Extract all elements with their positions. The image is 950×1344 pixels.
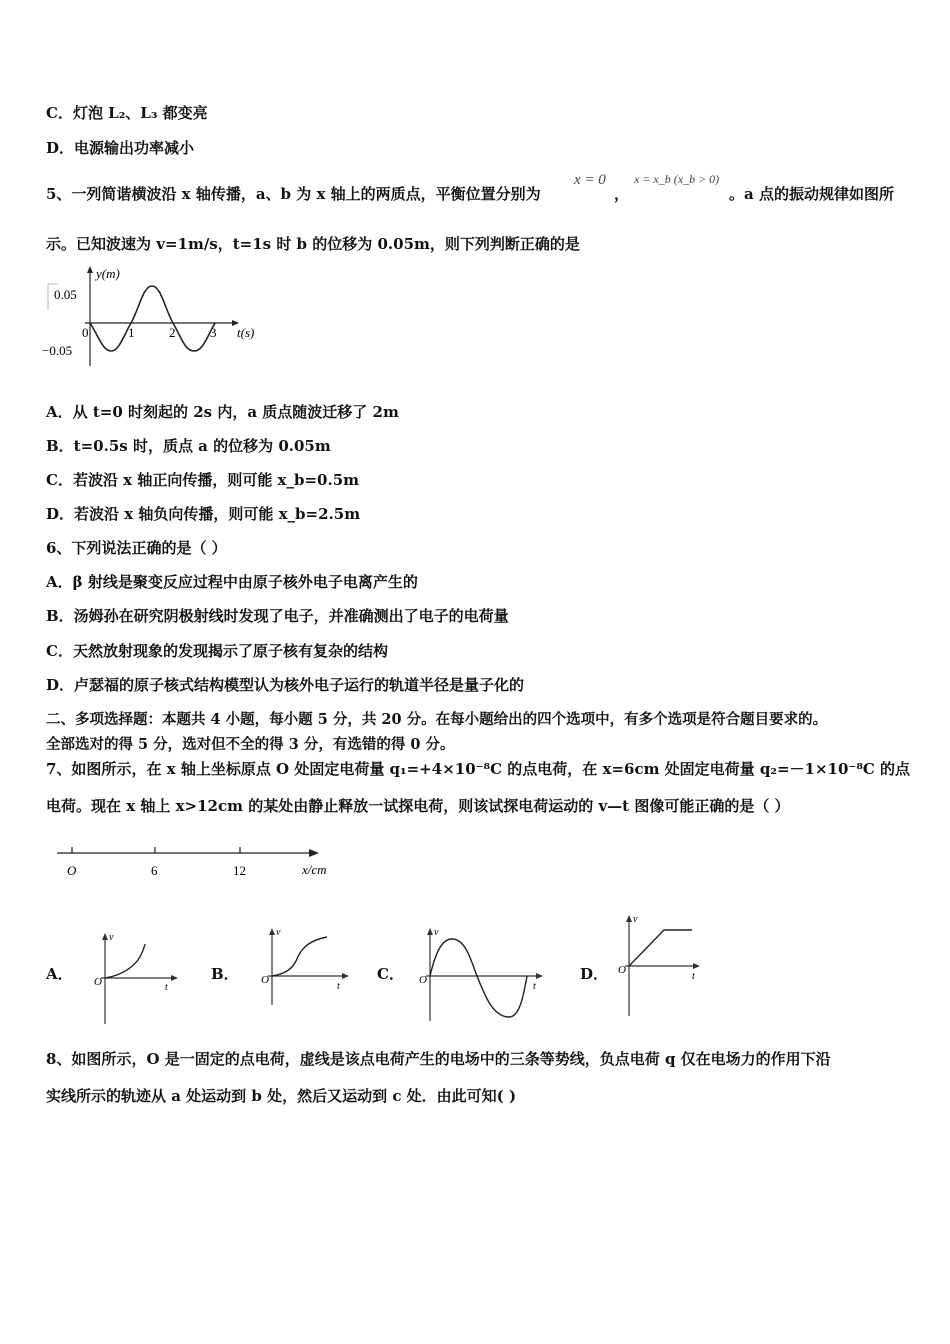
section2-heading-line1: 二、多项选择题：本题共 4 小题，每小题 5 分，共 20 分。在每小题给出的四个选项中，有多个选项是符合题目要求的。 [46,711,828,728]
q6-stem: 6、下列说法正确的是（ ） [46,539,227,557]
q7c-v-label: v [434,927,439,938]
q5-option-d: D．若波沿 x 轴负向传播，则可能 x_b=2.5m [46,505,361,523]
q6-option-d: D．卢瑟福的原子核式结构模型认为核外电子运行的轨道半径是量子化的 [46,676,525,694]
q4-option-d: D．电源输出功率减小 [46,139,195,157]
q7b-t-label: t [337,981,340,992]
q7d-v-arrow [626,915,632,922]
q4-option-c: C．灯泡 L₂、L₃ 都变亮 [46,104,208,122]
q5-option-b: B．t=0.5s 时，质点 a 的位移为 0.05m [46,437,331,455]
q5-math-xb: x = x_b (x_b > 0) [634,172,720,186]
q5-ytick-pos: 0.05 [54,287,77,302]
q7-option-d-graph [612,912,712,1022]
q7a-v-arrow [102,933,108,940]
q7a-curve [105,944,145,978]
q7-stem-line1: 7、如图所示，在 x 轴上坐标原点 O 处固定电荷量 q₁=+4×10⁻⁸C 的点电荷，在 x=6cm 处固定电荷量 q₂=－1×10⁻⁸C 的点 [46,760,911,778]
q7c-v-arrow [427,928,433,935]
q7-option-d-label: D． [580,965,609,983]
q6-option-b: B．汤姆孙在研究阴极射线时发现了电子，并准确测出了电子的电荷量 [46,607,509,625]
q5-sine-curve [90,286,215,351]
q7d-curve [629,930,692,966]
q7c-t-label: t [533,981,536,992]
q7d-t-arrow [693,963,700,969]
q5-math-x0: x = 0 [574,172,606,188]
q7-option-b-graph [255,925,355,1015]
q7c-curve [430,939,527,1017]
q7-option-c-graph [413,925,553,1025]
q7-axis-origin: O [67,863,77,878]
q7b-v-arrow [269,928,275,935]
q7-axis-label: x/cm [302,862,327,877]
q5-stem-text-a: 5、一列简谐横波沿 x 轴传播，a、b 为 x 轴上的两质点，平衡位置分别为 [46,185,541,203]
q5-stem-line1 [46,183,541,204]
section2-heading-line2: 全部选对的得 5 分，选对但不全的得 3 分，有选错的得 0 分。 [46,736,455,753]
q6-option-a: A．β 射线是聚变反应过程中由原子核外电子电离产生的 [46,573,418,591]
q5-math-sep: ， [614,185,630,203]
q7-axis-12: 12 [233,863,246,878]
q6-option-c: C．天然放射现象的发现揭示了原子核有复杂的结构 [46,642,388,660]
q7c-t-arrow [536,973,543,979]
q7-option-b-label: B． [211,965,239,983]
q7b-t-arrow [342,973,349,979]
q7a-o-label: O [94,976,102,988]
q5-vibration-graph [40,262,270,372]
q7d-v-label: v [633,914,638,925]
q5-xtick-3: 3 [210,325,217,340]
q7a-v-label: v [109,932,114,943]
q5-y-arrow [87,266,93,273]
q7a-t-label: t [165,982,168,993]
q7-x-axis-figure [55,840,345,885]
q7d-t-label: t [692,971,695,982]
q7-axis-6: 6 [151,863,158,878]
q5-option-a: A．从 t=0 时刻起的 2s 内，a 质点随波迁移了 2m [46,403,399,421]
q5-xtick-1: 1 [128,325,135,340]
q5-xtick-2: 2 [169,325,176,340]
q7a-t-arrow [171,975,178,981]
q5-stem-text-b: 。a 点的振动规律如图所 [729,185,894,203]
q5-stem-line2: 示。已知波速为 v=1m/s，t=1s 时 b 的位移为 0.05m，则下列判断正确的是 [46,235,580,253]
q5-x-label: t(s) [237,325,255,340]
q7b-curve [272,937,327,976]
q7-option-a-graph [88,930,188,1030]
q8-stem-line2: 实线所示的轨迹从 a 处运动到 b 处，然后又运动到 c 处．由此可知( ) [46,1087,517,1105]
q5-option-c: C．若波沿 x 轴正向传播，则可能 x_b=0.5m [46,471,360,489]
q7b-o-label: O [261,974,269,986]
q5-origin: 0 [82,325,89,340]
q7-option-a-label: A． [46,965,73,983]
q7-stem-line2: 电荷。现在 x 轴上 x>12cm 的某处由静止释放一试探电荷，则该试探电荷运动的 v—t 图像可能正确的是（ ） [46,797,790,815]
q7d-o-label: O [618,964,626,976]
q5-ytick-neg: −0.05 [42,343,73,358]
q7b-v-label: v [276,927,281,938]
q7-option-c-label: C． [377,965,404,983]
q7-axis-arrow [309,849,319,857]
q8-stem-line1: 8、如图所示，O 是一固定的点电荷，虚线是该点电荷产生的电场中的三条等势线，负点电荷 q 仅在电场力的作用下沿 [46,1050,831,1068]
q7c-o-label: O [419,974,427,986]
q5-y-label: y(m) [96,266,120,281]
